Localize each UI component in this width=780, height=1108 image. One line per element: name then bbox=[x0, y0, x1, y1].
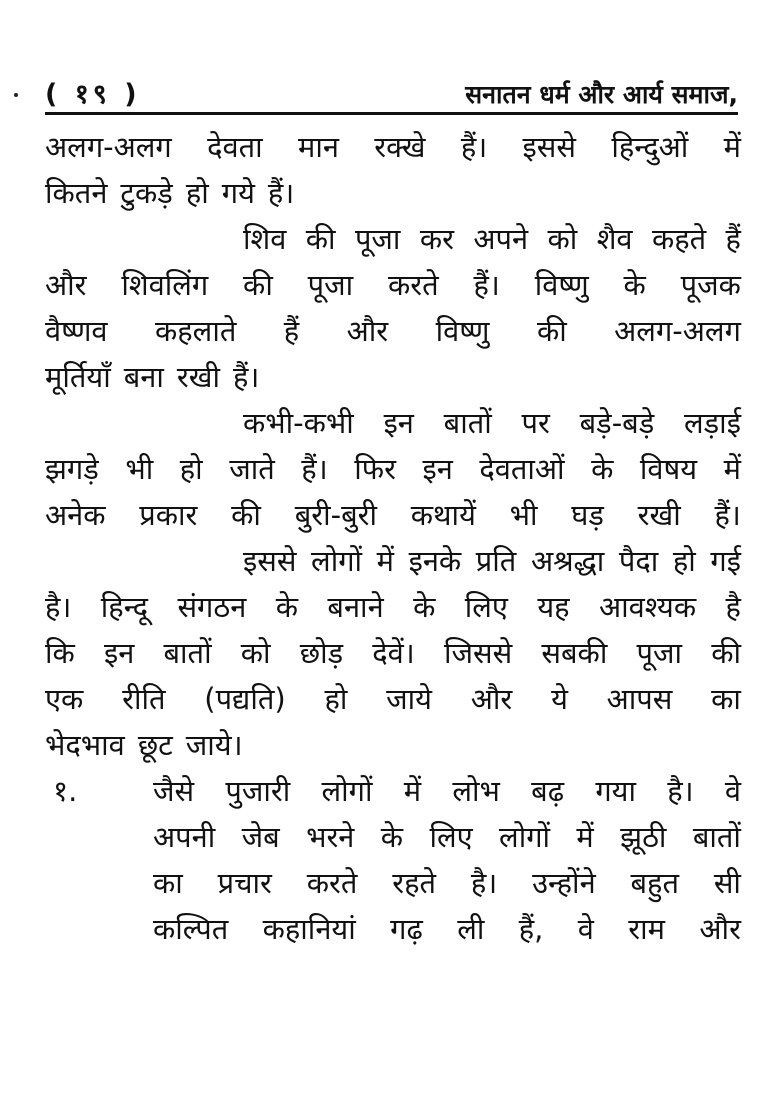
word: का bbox=[711, 682, 741, 716]
text-line bbox=[45, 722, 741, 768]
word: अलग-अलग bbox=[45, 130, 172, 164]
word: गया bbox=[595, 774, 636, 808]
word: पूजक bbox=[680, 268, 741, 302]
word: घड़ bbox=[571, 498, 604, 532]
word: है। bbox=[667, 774, 694, 808]
running-header bbox=[45, 78, 738, 112]
word: इन bbox=[103, 636, 135, 670]
word: बुरी-बुरी bbox=[294, 498, 378, 532]
word: विष्णु bbox=[435, 314, 490, 348]
word: हो bbox=[672, 544, 696, 578]
word: देवताओं bbox=[479, 452, 565, 486]
word: का bbox=[153, 866, 183, 900]
word: (पद्यति) bbox=[204, 682, 286, 716]
word: के bbox=[380, 820, 404, 854]
word: ये bbox=[551, 682, 568, 716]
word: में bbox=[576, 820, 594, 854]
text-line bbox=[45, 262, 741, 308]
text-line bbox=[45, 400, 741, 446]
body-text bbox=[45, 124, 741, 952]
word: बड़े-बड़े bbox=[579, 406, 655, 440]
word: कभी-कभी bbox=[243, 406, 354, 440]
word: हैं bbox=[283, 314, 300, 348]
paragraph bbox=[45, 400, 741, 538]
word: कल्पित bbox=[153, 912, 229, 946]
word: यह bbox=[537, 590, 570, 624]
word: कहते bbox=[651, 222, 707, 256]
word: बहुत bbox=[630, 866, 679, 900]
word: लोगों bbox=[499, 820, 551, 854]
scan-speck bbox=[14, 93, 18, 97]
word: इससे bbox=[522, 130, 576, 164]
word: इनके bbox=[408, 544, 462, 578]
word: आपस bbox=[606, 682, 673, 716]
word: लिए bbox=[429, 820, 473, 854]
word: शिव bbox=[243, 222, 287, 256]
word: मूर्तियाँ bbox=[45, 360, 111, 394]
word: हिन्दू bbox=[100, 590, 149, 624]
word: लिए bbox=[464, 590, 508, 624]
word: रहते bbox=[392, 866, 437, 900]
word: हिन्दुओं bbox=[611, 130, 689, 164]
word: सबकी bbox=[541, 636, 608, 670]
word: लड़ाई bbox=[684, 406, 741, 440]
text-line bbox=[153, 768, 741, 814]
word: गये bbox=[221, 176, 255, 210]
word: बातों bbox=[443, 406, 492, 440]
word: सी bbox=[713, 866, 741, 900]
word: आवश्यक bbox=[598, 590, 697, 624]
word: बढ़ bbox=[531, 774, 565, 808]
word: विषय bbox=[639, 452, 698, 486]
word: झगड़े bbox=[45, 452, 99, 486]
word: इन bbox=[422, 452, 453, 486]
word: और bbox=[346, 314, 389, 348]
text-line bbox=[153, 860, 741, 906]
word: हैं। bbox=[267, 176, 295, 210]
word: वे bbox=[577, 912, 594, 946]
word: भेदभाव bbox=[45, 728, 125, 762]
word: अलग-अलग bbox=[614, 314, 741, 348]
text-line bbox=[45, 354, 741, 400]
word: कहानियां bbox=[262, 912, 356, 946]
list-item-body bbox=[45, 768, 741, 952]
paragraph bbox=[45, 538, 741, 768]
word: विष्णु bbox=[534, 268, 589, 302]
word: है। bbox=[45, 590, 72, 624]
word: कर bbox=[419, 222, 454, 256]
word: गढ़ bbox=[390, 912, 423, 946]
word: मान bbox=[298, 130, 339, 164]
word: पूजा bbox=[354, 222, 401, 256]
word: झूठी bbox=[620, 820, 667, 854]
word: वैष्णव bbox=[45, 314, 108, 348]
word: लोभ bbox=[452, 774, 500, 808]
word: अपने bbox=[473, 222, 529, 256]
word: गई bbox=[710, 544, 741, 578]
word: की bbox=[243, 268, 273, 302]
word: ली bbox=[457, 912, 485, 946]
word: रखी bbox=[637, 498, 681, 532]
word: हैं। bbox=[473, 268, 500, 302]
word: के bbox=[591, 452, 614, 486]
word: हो bbox=[324, 682, 348, 716]
word: को bbox=[547, 222, 578, 256]
word: के bbox=[275, 590, 299, 624]
text-line bbox=[45, 446, 741, 492]
word: पर bbox=[521, 406, 550, 440]
word: हैं। bbox=[301, 452, 328, 486]
text-line bbox=[45, 124, 741, 170]
word: हो bbox=[185, 176, 209, 210]
word: शैव bbox=[596, 222, 633, 256]
word: लोगों bbox=[311, 544, 363, 578]
word: के bbox=[623, 268, 646, 302]
word: बातों bbox=[692, 820, 741, 854]
word: करते bbox=[306, 866, 358, 900]
word: जाये bbox=[386, 682, 432, 716]
word: रक्खे bbox=[374, 130, 426, 164]
page-number: ( १९ ) bbox=[45, 79, 141, 110]
word: जैसे bbox=[153, 774, 195, 808]
word: जाये। bbox=[185, 728, 243, 762]
word: भरने bbox=[306, 820, 355, 854]
book-title: सनातन धर्म और आर्य समाज, bbox=[465, 80, 738, 109]
word: कि bbox=[45, 636, 75, 670]
text-line bbox=[45, 630, 741, 676]
word: में bbox=[376, 544, 394, 578]
word: हो bbox=[179, 452, 203, 486]
text-line bbox=[45, 584, 741, 630]
word: और bbox=[470, 682, 513, 716]
word: जेब bbox=[241, 820, 280, 854]
word: कितने bbox=[45, 176, 108, 210]
word: की bbox=[711, 636, 741, 670]
text-line bbox=[45, 676, 741, 722]
word: की bbox=[305, 222, 336, 256]
word: संगठन bbox=[177, 590, 247, 624]
word: प्रचार bbox=[217, 866, 272, 900]
word: में bbox=[403, 774, 422, 808]
text-line bbox=[153, 814, 741, 860]
word: देवें। bbox=[372, 636, 415, 670]
header-rule bbox=[45, 112, 738, 115]
word: लोगों bbox=[321, 774, 373, 808]
text-line bbox=[153, 906, 741, 952]
word: के bbox=[413, 590, 436, 624]
word: हैं। bbox=[714, 498, 741, 532]
word: इससे bbox=[243, 544, 297, 578]
word: शिवलिंग bbox=[121, 268, 209, 302]
word: को bbox=[240, 636, 271, 670]
word: भी bbox=[509, 498, 538, 532]
word: छोड़ bbox=[299, 636, 344, 670]
word: पैदा bbox=[618, 544, 659, 578]
text-line bbox=[45, 492, 741, 538]
word: फिर bbox=[354, 452, 396, 486]
word: पूजा bbox=[307, 268, 354, 302]
word: जाते bbox=[229, 452, 275, 486]
word: रखी bbox=[176, 360, 220, 394]
word: कहलाते bbox=[154, 314, 237, 348]
word: बना bbox=[123, 360, 164, 394]
word: छूट bbox=[137, 728, 173, 762]
word: हैं। bbox=[233, 360, 260, 394]
word: वे bbox=[724, 774, 741, 808]
word: प्रकार bbox=[139, 498, 198, 532]
word: राम bbox=[628, 912, 666, 946]
text-line bbox=[45, 538, 741, 584]
word: बातों bbox=[163, 636, 212, 670]
word: है bbox=[725, 590, 741, 624]
paragraph bbox=[45, 124, 741, 216]
text-line bbox=[45, 216, 741, 262]
word: और bbox=[699, 912, 741, 946]
word: अनेक bbox=[45, 498, 106, 532]
word: एक bbox=[45, 682, 84, 716]
word: इन bbox=[383, 406, 414, 440]
text-line bbox=[45, 308, 741, 354]
word: और bbox=[45, 268, 87, 302]
word: कथायें bbox=[410, 498, 476, 532]
word: की bbox=[231, 498, 261, 532]
word: जिससे bbox=[443, 636, 513, 670]
word: रीति bbox=[122, 682, 166, 716]
word: हैं, bbox=[518, 912, 544, 946]
word: उन्होंने bbox=[532, 866, 596, 900]
word: है। bbox=[470, 866, 498, 900]
word: पूजा bbox=[636, 636, 683, 670]
word: हैं। bbox=[460, 130, 488, 164]
word: बनाने bbox=[327, 590, 384, 624]
word: की bbox=[536, 314, 567, 348]
word: अश्रद्धा bbox=[530, 544, 605, 578]
word: में bbox=[723, 130, 741, 164]
word: टुकड़े bbox=[120, 176, 173, 210]
word: पुजारी bbox=[225, 774, 291, 808]
word: करते bbox=[388, 268, 439, 302]
list-number: १. bbox=[53, 774, 78, 808]
word: भी bbox=[125, 452, 154, 486]
word: प्रति bbox=[475, 544, 517, 578]
word: हैं bbox=[725, 222, 741, 256]
word: अपनी bbox=[153, 820, 216, 854]
word: में bbox=[723, 452, 741, 486]
paragraph bbox=[45, 216, 741, 400]
word: देवता bbox=[207, 130, 263, 164]
text-line bbox=[45, 170, 741, 216]
list-item bbox=[45, 768, 741, 952]
